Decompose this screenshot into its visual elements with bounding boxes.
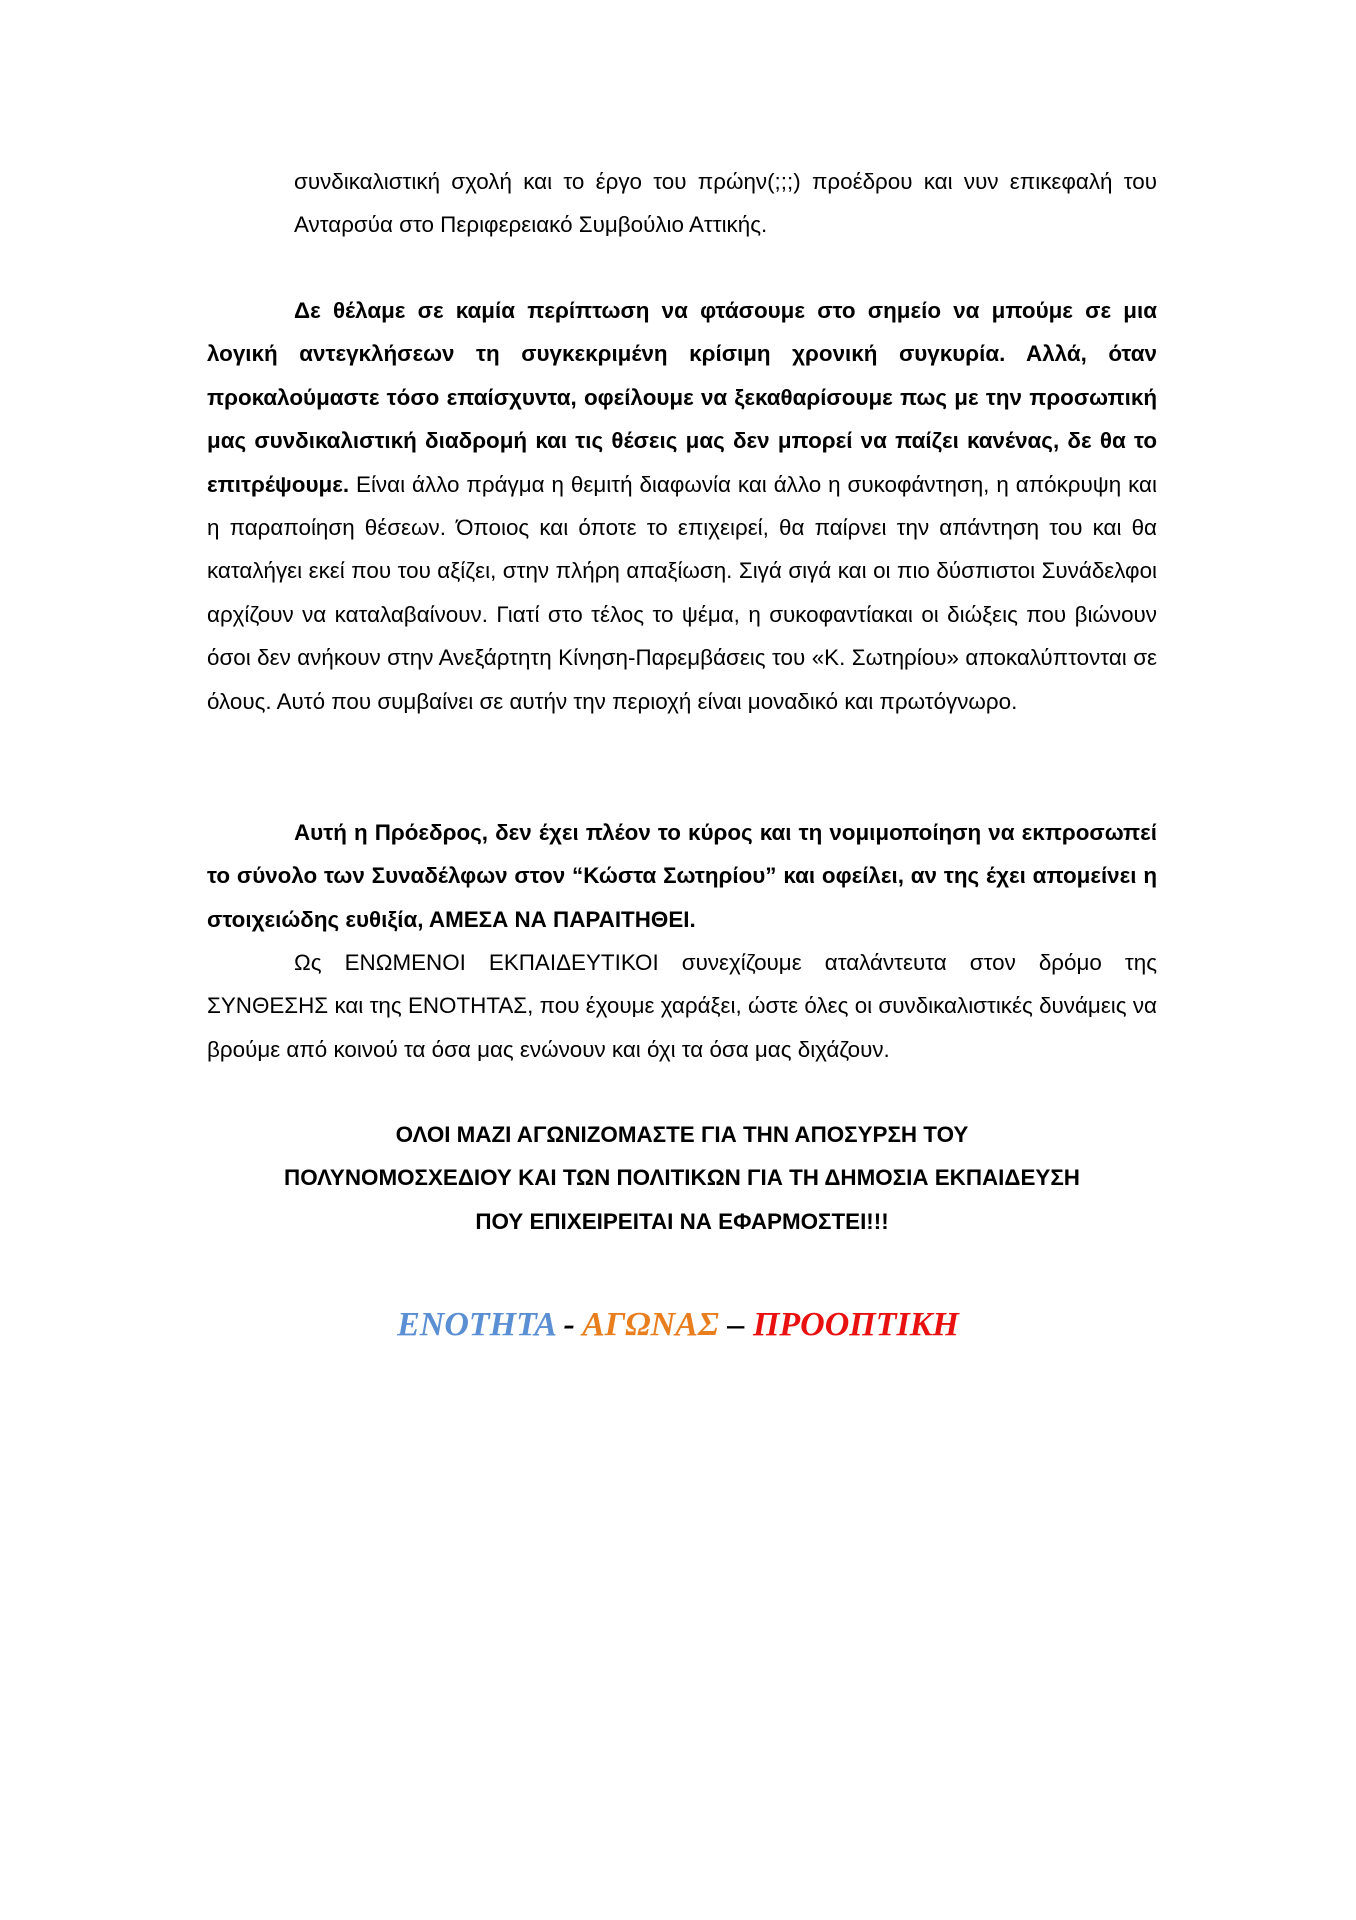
motto [0, 1303, 1356, 1347]
motto-word-unity: ΕΝΟΤΗΤΑ [397, 1306, 556, 1343]
motto-separator-2: – [718, 1306, 753, 1343]
paragraph-1-regular: Είναι άλλο πράγμα η θεμιτή διαφωνία και άλλο η συκοφάντηση, η απόκρυψη και η παραποίηση θέσεων. Όποιος και όποτε το επιχειρεί, θα παίρνει την απάντηση του και θα καταλήγει εκεί που του αξίζει, στην πλήρη απαξίωση. Σιγά σιγά και οι πιο δύσπιστοι Συνάδελφοι αρχίζουν να καταλαβαίνουν. Γιατί στο τέλος το ψέμα, η συκοφαντίακαι οι διώξεις που βιώνουν όσοι δεν ανήκουν στην Ανεξάρτητη Κίνηση-Παρεμβάσεις του «Κ. Σωτηρίου» αποκαλύπτονται σε όλους. Αυτό που συμβαίνει σε αυτήν την περιοχή είναι μοναδικό και πρωτόγνωρο. [207, 471, 1157, 714]
motto-word-struggle: ΑΓΩΝΑΣ [582, 1306, 719, 1343]
closing-slogan [207, 1113, 1157, 1243]
paragraph-2-bold: Αυτή η Πρόεδρος, δεν έχει πλέον το κύρος και τη νομιμοποίηση να εκπροσωπεί το σύνολο των Συναδέλφων στον “Κώστα Σωτηρίου” και οφείλει, αν της έχει απομείνει η στοιχειώδης ευθιξία, ΑΜΕΣΑ ΝΑ ΠΑΡΑΙΤΗΘΕΙ. [207, 820, 1157, 932]
paragraph-1 [207, 289, 1157, 723]
paragraph-3 [207, 941, 1157, 1071]
paragraph-3-text: Ως ΕΝΩΜΕΝΟΙ ΕΚΠΑΙΔΕΥΤΙΚΟΙ συνεχίζουμε αταλάντευτα στον δρόμο της ΣΥΝΘΕΣΗΣ και της ΕΝΟΤΗΤΑΣ, που έχουμε χαράξει, ώστε όλες οι συνδικαλιστικές δυνάμεις να βρούμε από κοινού τα όσα μας ενώνουν και όχι τα όσα μας διχάζουν. [207, 950, 1157, 1062]
paragraph-2 [207, 811, 1157, 941]
paragraph-1-bold: Δε θέλαμε σε καμία περίπτωση να φτάσουμε στο σημείο να μπούμε σε μια λογική αντεγκλήσεων τη συγκεκριμένη κρίσιμη χρονική συγκυρία. Αλλά, όταν προκαλούμαστε τόσο επαίσχυντα, οφείλουμε να ξεκαθαρίσουμε πως με την προσωπική μας συνδικαλιστική διαδρομή και τις θέσεις μας δεν μπορεί να παίζει κανένας, δε θα το επιτρέψουμε. [207, 298, 1157, 497]
slogan-line-2: ΠΟΛΥΝΟΜΟΣΧΕΔΙΟΥ ΚΑΙ ΤΩΝ ΠΟΛΙΤΙΚΩΝ ΓΙΑ ΤΗ ΔΗΜΟΣΙΑ ΕΚΠΑΙΔΕΥΣΗ [284, 1165, 1080, 1191]
motto-separator-1: - [555, 1306, 583, 1343]
continuation-text: συνδικαλιστική σχολή και το έργο του πρώην(;;;) προέδρου και νυν επικεφαλή του Ανταρσύα στο Περιφερειακό Συμβούλιο Αττικής. [294, 169, 1157, 238]
slogan-line-3: ΠΟΥ ΕΠΙΧΕΙΡΕΙΤΑΙ ΝΑ ΕΦΑΡΜΟΣΤΕΙ!!! [475, 1208, 889, 1234]
slogan-line-1: ΟΛΟΙ ΜΑΖΙ ΑΓΩΝΙΖΟΜΑΣΤΕ ΓΙΑ ΤΗΝ ΑΠΟΣΥΡΣΗ ΤΟΥ [395, 1122, 969, 1147]
continuation-paragraph [294, 160, 1157, 247]
motto-word-perspective: ΠΡΟΟΠΤΙΚΗ [752, 1306, 959, 1343]
